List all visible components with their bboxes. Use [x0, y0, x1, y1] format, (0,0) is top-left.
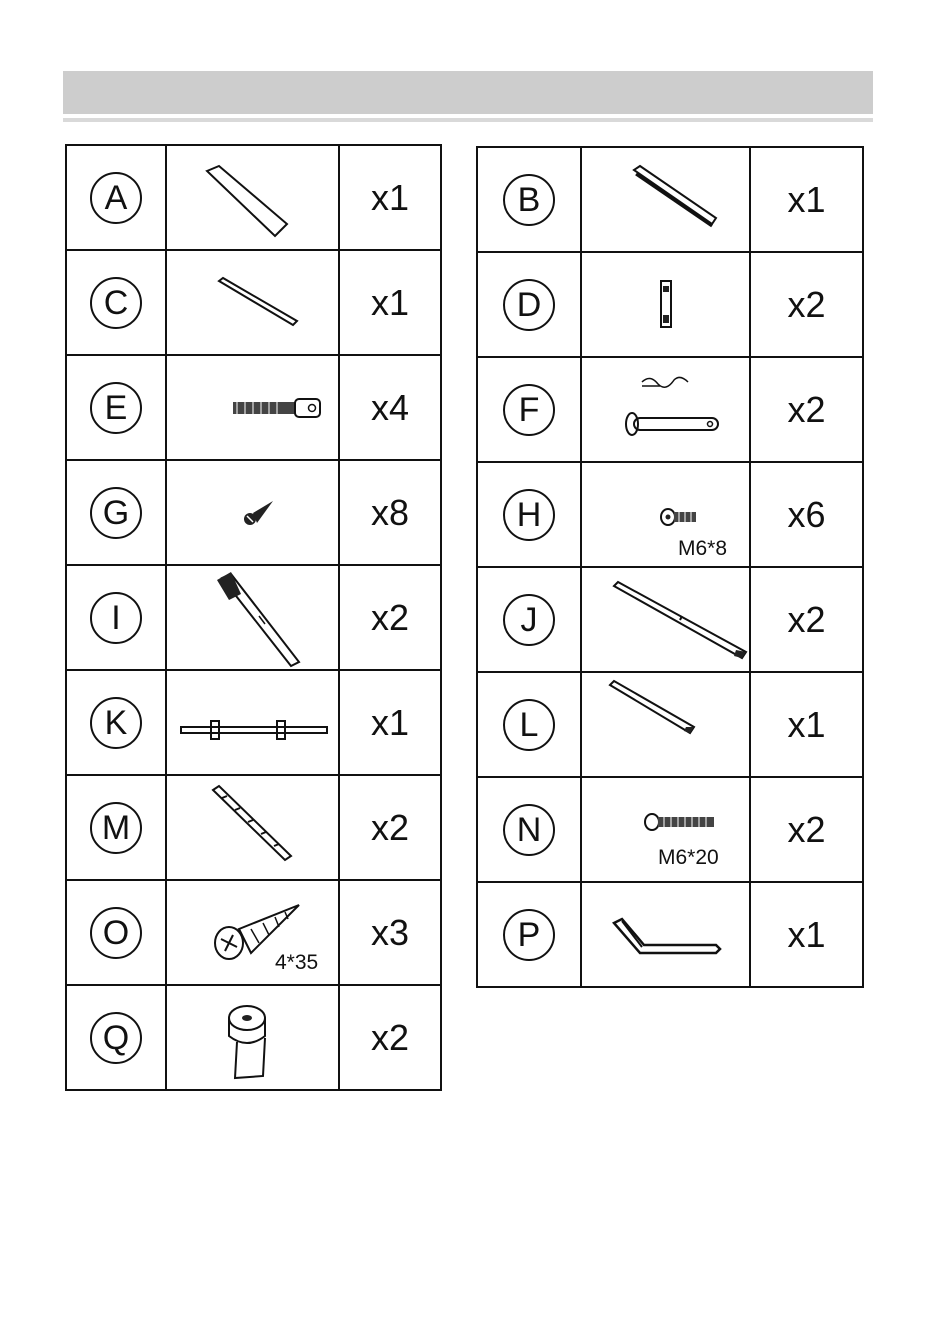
part-quantity: x2	[787, 388, 826, 430]
flat-panel-icon	[167, 146, 338, 249]
part-letter: P	[503, 909, 555, 961]
part-row-n	[477, 777, 863, 882]
part-quantity: x2	[787, 283, 826, 325]
part-row-c	[66, 250, 441, 355]
part-letter: J	[503, 594, 555, 646]
part-row-p	[477, 882, 863, 987]
part-letter: I	[90, 592, 142, 644]
part-quantity: x2	[787, 598, 826, 640]
part-letter: E	[90, 382, 142, 434]
part-letter: N	[503, 804, 555, 856]
long-tube-icon	[582, 568, 749, 671]
part-letter: O	[90, 907, 142, 959]
allen-key-icon	[582, 883, 749, 986]
part-letter: K	[90, 697, 142, 749]
part-row-k	[66, 670, 441, 775]
leg-bracket-icon	[167, 566, 338, 669]
part-letter: A	[90, 172, 142, 224]
part-quantity: x2	[370, 1016, 410, 1058]
part-quantity: x1	[787, 703, 826, 745]
parts-table-left	[65, 144, 442, 1091]
part-row-e	[66, 355, 441, 460]
part-quantity: x1	[370, 701, 410, 743]
part-row-q	[66, 985, 441, 1090]
part-quantity: x1	[370, 176, 410, 218]
header-band	[63, 71, 873, 114]
thin-rod-icon	[167, 251, 338, 354]
clevis-pin-icon	[582, 358, 749, 461]
part-letter: G	[90, 487, 142, 539]
part-quantity: x2	[370, 596, 410, 638]
part-quantity: x2	[787, 808, 826, 850]
part-quantity: x8	[370, 491, 410, 533]
part-quantity: x1	[787, 913, 826, 955]
short-tube-icon	[582, 673, 749, 776]
part-row-b	[477, 147, 863, 252]
part-row-o	[66, 880, 441, 985]
part-letter: D	[503, 279, 555, 331]
part-quantity: x4	[370, 386, 410, 428]
tape-roll-icon	[167, 986, 338, 1089]
part-size-label: M6*8	[678, 537, 728, 560]
part-quantity: x3	[370, 911, 410, 953]
part-quantity: x1	[787, 178, 826, 220]
part-letter: C	[90, 277, 142, 329]
part-letter: M	[90, 802, 142, 854]
slotted-rail-icon	[167, 776, 338, 879]
part-quantity: x1	[370, 281, 410, 323]
part-row-d	[477, 252, 863, 357]
part-row-g	[66, 460, 441, 565]
part-letter: F	[503, 384, 555, 436]
small-screw-icon	[167, 461, 338, 564]
part-row-l	[477, 672, 863, 777]
part-quantity: x6	[787, 493, 826, 535]
header-divider	[63, 118, 873, 122]
part-row-j	[477, 567, 863, 672]
long-bolt-icon	[582, 778, 749, 881]
short-bolt-icon	[582, 463, 749, 566]
part-letter: H	[503, 489, 555, 541]
part-letter: L	[503, 699, 555, 751]
part-letter: Q	[90, 1012, 142, 1064]
part-row-h	[477, 462, 863, 567]
long-bar-icon	[167, 671, 338, 774]
angle-rail-icon	[582, 148, 749, 251]
part-row-a	[66, 145, 441, 250]
wood-screw-icon	[167, 881, 338, 984]
part-row-i	[66, 565, 441, 670]
part-quantity: x2	[370, 806, 410, 848]
part-size-label: 4*35	[275, 951, 319, 974]
bolt-icon	[167, 356, 338, 459]
part-size-label: M6*20	[658, 846, 719, 869]
part-letter: B	[503, 174, 555, 226]
short-strap-icon	[582, 253, 749, 356]
parts-table-right	[476, 146, 864, 988]
part-row-f	[477, 357, 863, 462]
part-row-m	[66, 775, 441, 880]
